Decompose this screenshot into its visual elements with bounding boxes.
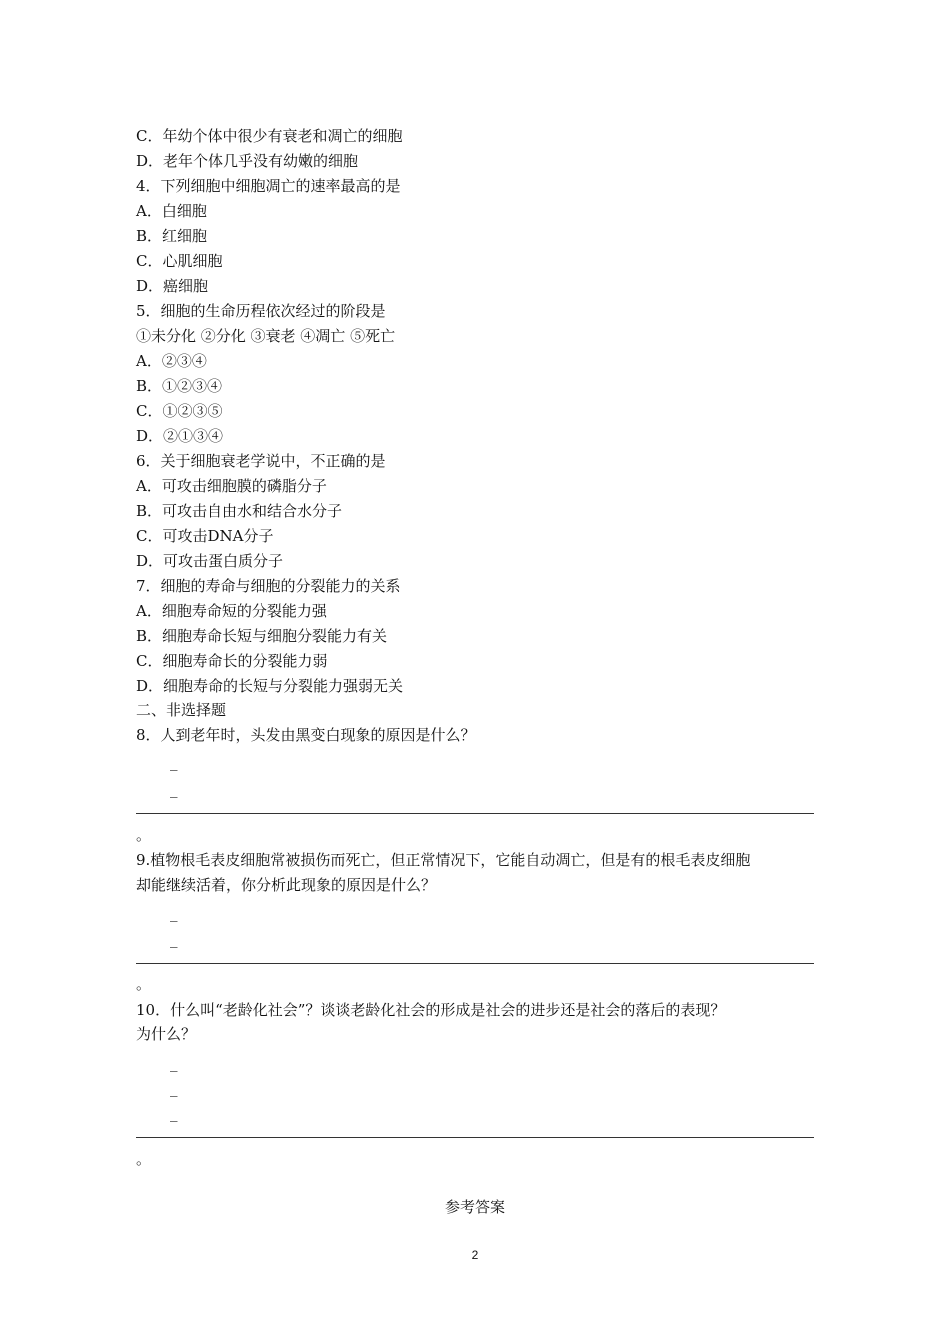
question-4: 4．下列细胞中细胞凋亡的速率最高的是 xyxy=(136,177,401,195)
option-d: D．②①③④ xyxy=(136,427,224,445)
option-c: C．细胞寿命长的分裂能力弱 xyxy=(136,652,328,670)
option-b: B．红细胞 xyxy=(136,227,208,245)
answer-end-mark: 。 xyxy=(136,975,152,993)
stage-list: ①未分化 ②分化 ③衰老 ④凋亡 ⑤死亡 xyxy=(136,327,396,345)
option-a: A．②③④ xyxy=(136,352,207,370)
option-c: C．心肌细胞 xyxy=(136,252,223,270)
option-b: B．①②③④ xyxy=(136,377,223,395)
question-10: 10．什么叫“老龄化社会”？谈谈老龄化社会的形成是社会的进步还是社会的落后的表现？ xyxy=(136,1001,726,1019)
option-d: D．癌细胞 xyxy=(136,277,209,295)
page-number: 2 xyxy=(471,1248,479,1262)
answer-blank: _ xyxy=(170,930,178,948)
answer-blank: _ xyxy=(170,753,178,771)
option-d: D．老年个体几乎没有幼嫩的细胞 xyxy=(136,152,359,170)
answer-blank: _ xyxy=(170,1054,178,1072)
answer-blank: _ xyxy=(170,904,178,922)
question-10-cont: 为什么？ xyxy=(136,1025,197,1043)
section-heading: 二、非选择题 xyxy=(136,701,227,719)
option-d: D．可攻击蛋白质分子 xyxy=(136,552,284,570)
question-6: 6．关于细胞衰老学说中，不正确的是 xyxy=(136,452,386,470)
question-7: 7．细胞的寿命与细胞的分裂能力的关系 xyxy=(136,577,401,595)
option-d: D．细胞寿命的长短与分裂能力强弱无关 xyxy=(136,677,404,695)
option-a: A．白细胞 xyxy=(136,202,207,220)
answer-end-mark: 。 xyxy=(136,826,152,844)
answer-blank: _ xyxy=(170,1104,178,1122)
option-c: C．年幼个体中很少有衰老和凋亡的细胞 xyxy=(136,127,403,145)
answers-title: 参考答案 xyxy=(444,1198,505,1216)
option-c: C．①②③⑤ xyxy=(136,402,223,420)
question-8: 8．人到老年时，头发由黑变白现象的原因是什么？ xyxy=(136,726,476,744)
option-a: A．可攻击细胞膜的磷脂分子 xyxy=(136,477,327,495)
question-5: 5．细胞的生命历程依次经过的阶段是 xyxy=(136,302,386,320)
question-9-cont: 却能继续活着，你分析此现象的原因是什么？ xyxy=(136,876,437,894)
answer-blank: _ xyxy=(170,1079,178,1097)
answer-end-mark: 。 xyxy=(136,1150,152,1168)
answer-blank: _ xyxy=(170,780,178,798)
option-b: B．可攻击自由水和结合水分子 xyxy=(136,502,343,520)
option-c: C．可攻击DNA分子 xyxy=(136,527,274,545)
answer-line xyxy=(136,963,814,964)
option-a: A．细胞寿命短的分裂能力强 xyxy=(136,602,327,620)
question-9: 9.植物根毛表皮细胞常被损伤而死亡，但正常情况下，它能自动凋亡，但是有的根毛表皮细胞 xyxy=(136,851,751,869)
answer-line xyxy=(136,813,814,814)
option-b: B．细胞寿命长短与细胞分裂能力有关 xyxy=(136,627,388,645)
answer-line xyxy=(136,1137,814,1138)
